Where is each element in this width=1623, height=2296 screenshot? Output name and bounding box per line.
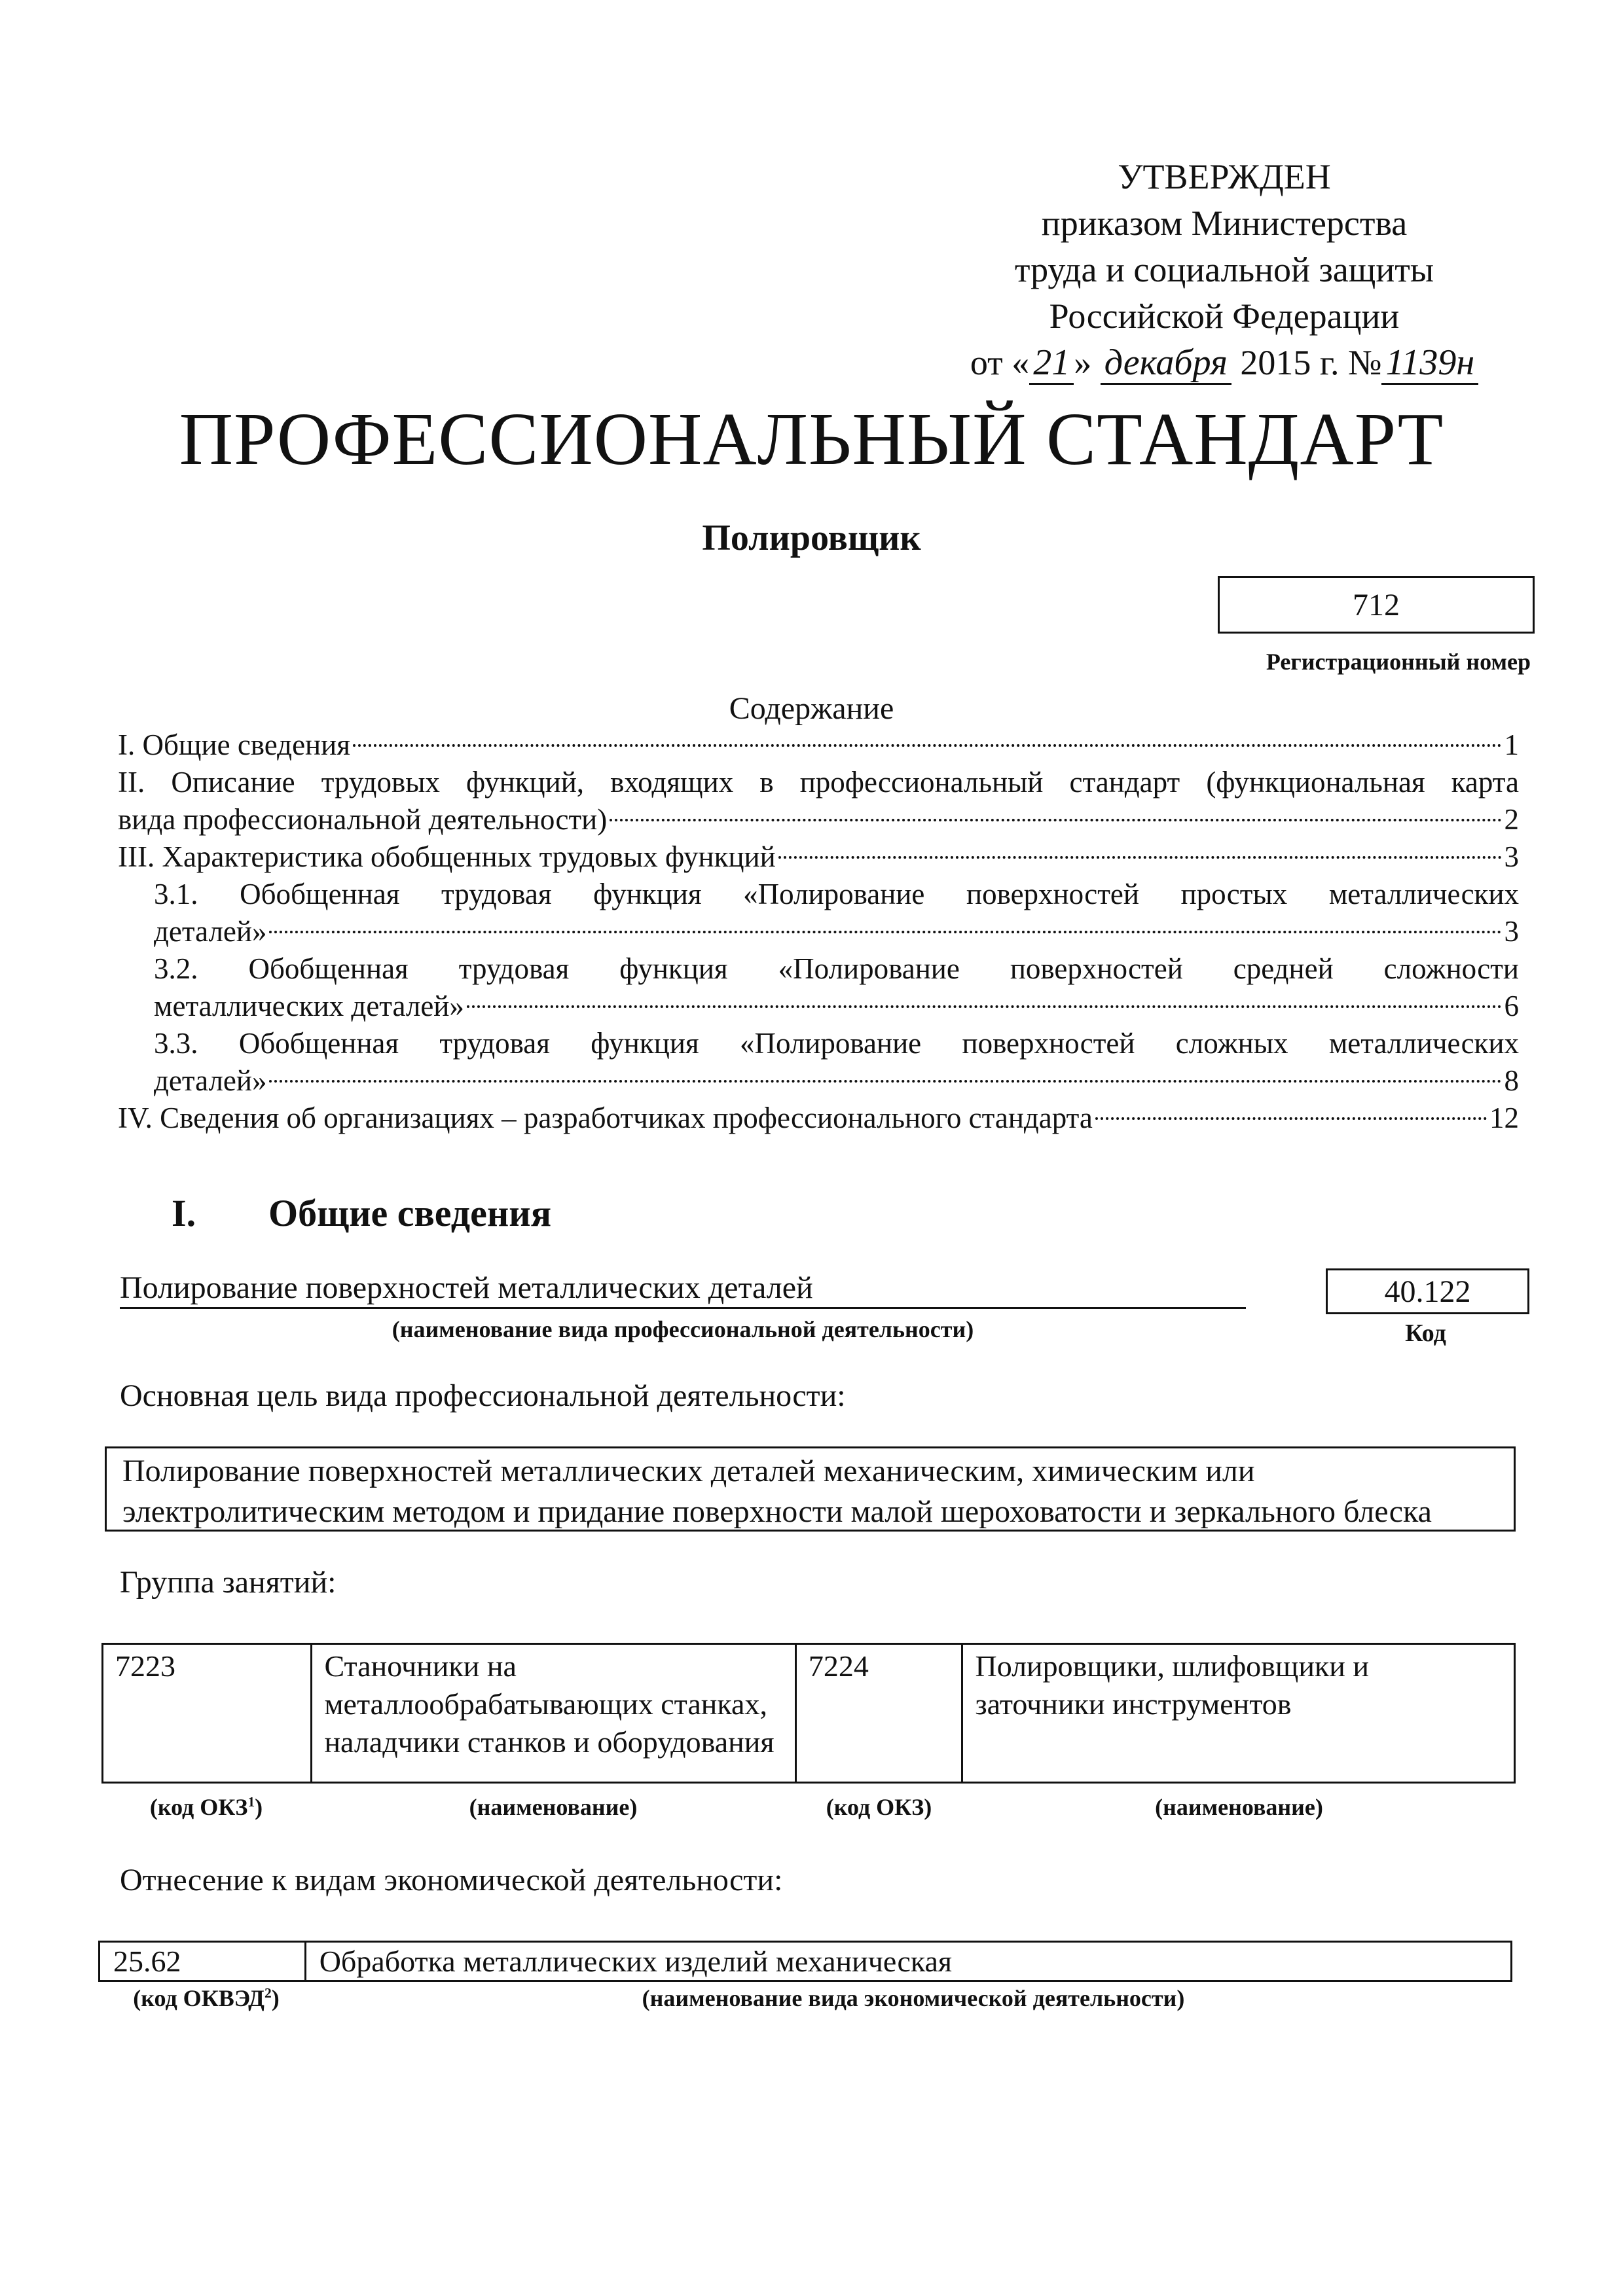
purpose-box [105, 1446, 1516, 1532]
date-prefix: от « [970, 343, 1030, 382]
okz-name-cell: Станочники на металлообрабатывающих станках, наладчики станков и оборудования [312, 1644, 795, 1783]
document-title: ПРОФЕССИОНАЛЬНЫЙ СТАНДАРТ [179, 397, 1444, 480]
okved-table [98, 1941, 1512, 1982]
toc-item-page: 6 [1504, 990, 1519, 1022]
approval-line-2: приказом Министерства [1041, 204, 1408, 243]
toc-item-text: III. Характеристика обобщенных трудовых функций [118, 840, 776, 873]
approval-line-4: Российской Федерации [1049, 296, 1400, 336]
section-number: I. [172, 1192, 196, 1234]
purpose-label: Основная цель вида профессиональной деятельности: [120, 1378, 846, 1413]
okved-code-caption [101, 1984, 311, 2012]
handwritten-month: декабря [1101, 342, 1231, 385]
occupation-groups-table [101, 1643, 1516, 1784]
footnote-ref[interactable]: 2 [264, 1985, 272, 2001]
toc-item-text: вида профессиональной деятельности) [118, 803, 608, 836]
purpose-text-line1: Полирование поверхностей металлических деталей механическим, химическим или [122, 1454, 1255, 1488]
approval-line-3: труда и социальной защиты [1014, 250, 1434, 289]
toc-item[interactable] [118, 838, 1519, 876]
table-of-contents [118, 726, 1519, 1137]
toc-item[interactable] [118, 726, 1519, 764]
purpose-text-line2: электролитическим методом и придание поверхности малой шероховатости и зеркального блеска [122, 1494, 1432, 1529]
toc-item[interactable] [118, 1100, 1519, 1137]
toc-item[interactable] [118, 988, 1519, 1025]
okz-name-cell: Полировщики, шлифовщики и заточники инструментов [962, 1644, 1515, 1783]
okz-code-cell: 7223 [103, 1644, 312, 1783]
toc-item-page: 12 [1489, 1102, 1519, 1134]
okved-name-caption: (наименование вида экономической деятельности) [642, 1985, 1185, 2011]
toc-leader [467, 1005, 1502, 1008]
toc-item[interactable] [118, 913, 1519, 950]
toc-heading: Содержание [729, 691, 894, 726]
toc-item-page: 3 [1504, 915, 1519, 948]
caption-text: (код ОКВЭД [133, 1985, 264, 2011]
toc-leader [353, 744, 1502, 747]
toc-leader [610, 819, 1501, 821]
toc-item-text: деталей» [154, 915, 267, 948]
handwritten-order-number: 1139н [1381, 342, 1478, 385]
approval-line-1: УТВЕРЖДЕН [1118, 157, 1331, 196]
toc-leader [269, 1080, 1501, 1083]
caption-text: (код ОКЗ [149, 1794, 248, 1820]
approval-block [903, 154, 1545, 386]
okz-code-caption [101, 1793, 311, 1821]
handwritten-day: 21 [1029, 342, 1074, 385]
toc-item-text-line1[interactable]: II. Описание трудовых функций, входящих в профессиональный стандарт (функциональная карта [118, 766, 1519, 798]
toc-item-text: I. Общие сведения [118, 728, 350, 761]
footnote-ref[interactable]: 1 [247, 1794, 255, 1810]
okved-name-cell: Обработка металлических изделий механическая [305, 1942, 1511, 1981]
okved-label: Отнесение к видам экономической деятельности: [120, 1863, 783, 1897]
table-row [103, 1644, 1515, 1783]
activity-name-caption: (наименование вида профессиональной деятельности) [392, 1316, 974, 1342]
caption-text: ) [271, 1985, 280, 2011]
registration-number-label: Регистрационный номер [1266, 649, 1531, 675]
date-mid: » [1074, 343, 1101, 382]
toc-item-text-line1[interactable]: 3.3. Обобщенная трудовая функция «Полирование поверхностей сложных металлических [154, 1027, 1519, 1060]
caption-text: ) [255, 1794, 263, 1820]
toc-item-text-line1[interactable]: 3.2. Обобщенная трудовая функция «Полирование поверхностей средней сложности [154, 952, 1519, 985]
okz-name-caption: (наименование) [469, 1794, 638, 1820]
okz-name-caption: (наименование) [1155, 1794, 1323, 1820]
activity-code-box: 40.122 [1326, 1268, 1529, 1314]
toc-leader [1095, 1117, 1487, 1120]
okved-code-cell: 25.62 [100, 1942, 306, 1981]
okved-captions [101, 1984, 1516, 2012]
toc-leader [269, 931, 1501, 933]
okz-code-caption: (код ОКЗ) [826, 1794, 932, 1820]
approval-date-line [903, 340, 1545, 386]
toc-item-page: 2 [1504, 803, 1519, 836]
toc-item[interactable] [118, 1062, 1519, 1100]
activity-code-label: Код [1405, 1319, 1446, 1347]
toc-item-page: 3 [1504, 840, 1519, 873]
occupation-groups-label: Группа занятий: [120, 1565, 337, 1600]
toc-item[interactable] [118, 801, 1519, 838]
toc-item-page: 8 [1504, 1064, 1519, 1097]
toc-leader [778, 856, 1502, 859]
activity-name-field: Полирование поверхностей металлических деталей [120, 1270, 1246, 1309]
occupation-groups-captions [101, 1793, 1516, 1821]
toc-item-text: деталей» [154, 1064, 267, 1097]
okz-code-cell: 7224 [795, 1644, 962, 1783]
toc-item-text: IV. Сведения об организациях – разработчиках профессионального стандарта [118, 1102, 1093, 1134]
standard-name: Полировщик [702, 518, 921, 558]
date-year: 2015 г. № [1231, 343, 1382, 382]
section-title: Общие сведения [268, 1192, 552, 1234]
registration-number-box: 712 [1218, 576, 1535, 634]
toc-item-page: 1 [1504, 728, 1519, 761]
toc-item-text-line1[interactable]: 3.1. Обобщенная трудовая функция «Полирование поверхностей простых металлических [154, 878, 1519, 910]
toc-item-text: металлических деталей» [154, 990, 464, 1022]
table-row [100, 1942, 1512, 1981]
